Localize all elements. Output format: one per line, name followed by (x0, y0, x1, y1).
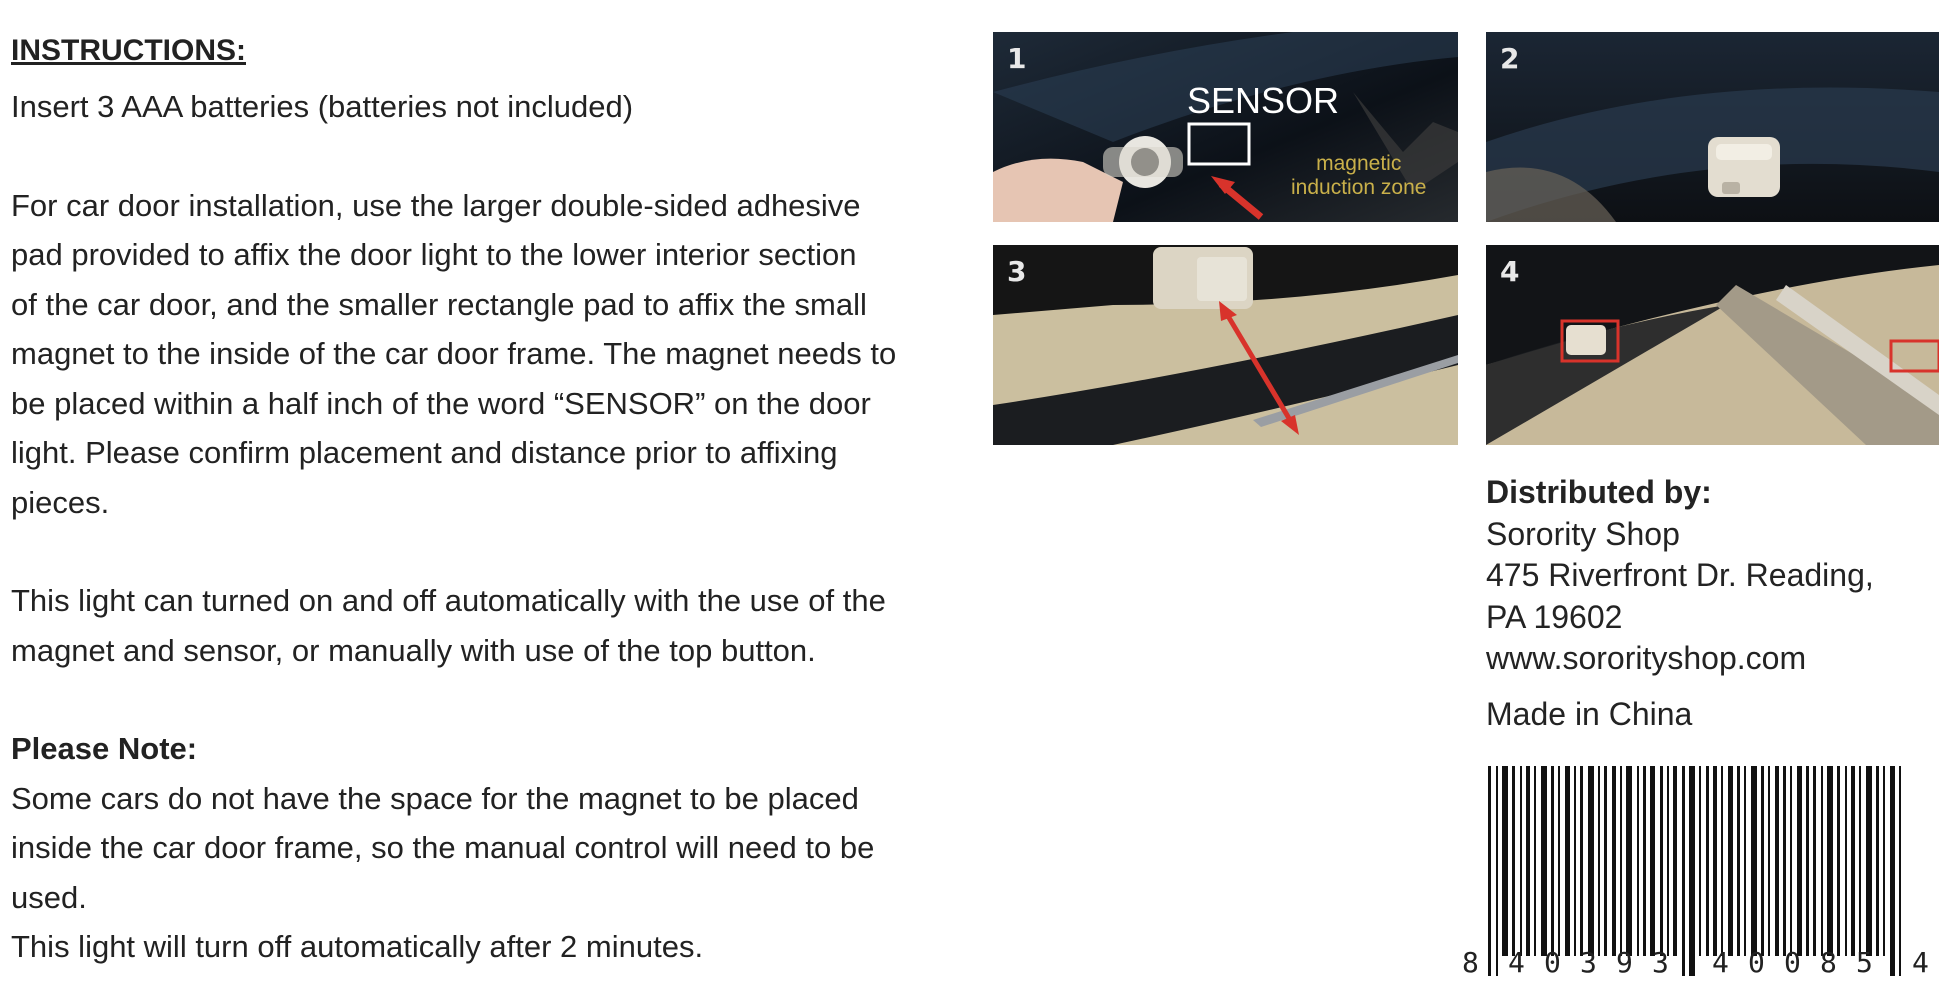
barcode-bar (1612, 766, 1616, 956)
spacer (11, 675, 951, 724)
installation-photo-4 (1486, 245, 1939, 445)
installation-photo-2 (1486, 32, 1939, 222)
barcode-bar (1890, 766, 1895, 976)
barcode-bar (1876, 766, 1879, 956)
text-line: be placed within a half inch of the word “SENSOR” on the door (11, 385, 871, 421)
barcode-bar (1604, 766, 1607, 956)
barcode-bar (1650, 766, 1655, 956)
barcode-bar (1637, 766, 1639, 956)
barcode-bar (1551, 766, 1554, 956)
barcode-bar (1526, 766, 1530, 956)
text-line: light. Please confirm placement and distance prior to affixing (11, 435, 838, 470)
barcode-bar (1866, 766, 1872, 956)
barcode-bar (1689, 766, 1695, 976)
text-line: magnet and sensor, or manually with use of the top button. (11, 632, 816, 668)
barcode-bar (1783, 766, 1786, 956)
barcode-bar (1790, 766, 1792, 956)
text-line: of the car door, and the smaller rectangle pad to affix the small (11, 286, 867, 322)
installation-photo-1 (993, 32, 1458, 222)
barcode-bar (1558, 766, 1560, 956)
step-number: 4 (1500, 255, 1520, 288)
zone-label (1291, 152, 1426, 200)
upc-barcode (1462, 760, 1932, 980)
barcode-bar (1751, 766, 1757, 956)
barcode-digit: 0 (1784, 946, 1801, 979)
barcode-bar (1737, 766, 1740, 956)
barcode-bar (1660, 766, 1663, 956)
distributed-by-label: Distributed by: (1486, 474, 1712, 510)
text-line: This light can turned on and off automatically with the use of the (11, 583, 886, 618)
barcode-digit: 3 (1652, 946, 1669, 979)
distributor-address: PA 19602 (1486, 598, 1623, 635)
sensor-label: SENSOR (1187, 80, 1340, 121)
instructions-heading: INSTRUCTIONS: (11, 34, 246, 67)
barcode-bar (1643, 766, 1646, 956)
text-line: For car door installation, use the larger double-sided adhesive (11, 187, 861, 223)
barcode-digit: 5 (1856, 946, 1873, 979)
barcode-bar (1541, 766, 1547, 956)
country-of-origin: Made in China (1486, 695, 1693, 732)
barcode-bar (1761, 766, 1764, 956)
barcode-digit: 8 (1820, 946, 1837, 979)
text-line: inside the car door frame, so the manual control will need to be (11, 830, 875, 865)
barcode-bar (1699, 766, 1701, 956)
barcode-bar (1713, 766, 1717, 956)
spacer (11, 527, 951, 576)
barcode-digit: 4 (1712, 946, 1729, 979)
installation-photo-3 (993, 245, 1458, 445)
instructions-column (11, 30, 951, 972)
barcode-bar (1821, 766, 1823, 956)
barcode-bar (1845, 766, 1847, 956)
distributor-address: 475 Riverfront Dr. Reading, (1486, 557, 1874, 593)
barcode-bar (1806, 766, 1809, 956)
barcode-bar (1667, 766, 1669, 956)
barcode-bar (1488, 766, 1491, 976)
barcode-bar (1520, 766, 1522, 956)
barcode-bar (1883, 766, 1885, 956)
barcode-digit: 4 (1508, 946, 1525, 979)
barcode-digit: 9 (1616, 946, 1633, 979)
spacer (11, 132, 951, 181)
barcode-bar (1797, 766, 1802, 956)
barcode-bar (1706, 766, 1709, 956)
barcode-digit: 0 (1748, 946, 1765, 979)
text-line: magnet to the inside of the car door frame. The magnet needs to (11, 336, 897, 371)
barcode-bar (1626, 766, 1632, 956)
barcode-bar (1837, 766, 1840, 956)
barcode-bar (1574, 766, 1576, 956)
battery-instruction: Insert 3 AAA batteries (batteries not included) (11, 89, 634, 124)
distributor-name: Sorority Shop (1486, 515, 1680, 552)
barcode-bar (1588, 766, 1594, 956)
barcode-bar (1768, 766, 1770, 956)
barcode-bar (1813, 766, 1816, 956)
photo-3-illustration (993, 245, 1458, 445)
step-number: 1 (1007, 42, 1027, 75)
barcode-bar (1534, 766, 1536, 956)
photo-4-illustration (1486, 245, 1939, 445)
text-line: used. (11, 879, 87, 915)
operation-paragraph (11, 576, 951, 675)
zone-label-line: magnetic (1316, 152, 1402, 175)
step-number: 3 (1007, 255, 1027, 288)
barcode-bar (1620, 766, 1622, 956)
text-line: This light will turn off automatically after 2 minutes. (11, 929, 704, 964)
barcode-bar (1682, 766, 1685, 976)
note-paragraph (11, 774, 951, 972)
barcode-bar (1502, 766, 1508, 956)
text-line: pad provided to affix the door light to the lower interior section (11, 237, 857, 272)
photo-2-illustration (1486, 32, 1939, 222)
barcode-bar (1565, 766, 1570, 956)
barcode-digit: 8 (1462, 946, 1479, 979)
barcode-bar (1728, 766, 1733, 956)
text-line: Some cars do not have the space for the magnet to be placed (11, 780, 859, 816)
barcode-digit: 3 (1580, 946, 1597, 979)
barcode-bar (1775, 766, 1779, 956)
barcode-digit: 4 (1912, 946, 1929, 979)
barcode-bar (1899, 766, 1901, 976)
barcode-bar (1673, 766, 1677, 956)
installation-paragraph (11, 181, 951, 528)
barcode-bar (1859, 766, 1861, 956)
barcode-bar (1512, 766, 1515, 956)
barcode-bar (1580, 766, 1583, 956)
zone-label-line: induction zone (1291, 176, 1427, 199)
text-line: pieces. (11, 484, 110, 520)
barcode-digit: 0 (1544, 946, 1561, 979)
barcode-bar (1598, 766, 1600, 956)
step-number: 2 (1500, 42, 1520, 75)
note-title: Please Note: (11, 731, 198, 766)
barcode-bar (1496, 766, 1498, 976)
distributor-website: www.sororityshop.com (1486, 640, 1807, 676)
barcode-bar (1827, 766, 1833, 956)
barcode-bar (1721, 766, 1723, 956)
barcode-bar (1744, 766, 1746, 956)
barcode-bar (1851, 766, 1855, 956)
distributor-block (1486, 472, 1926, 735)
